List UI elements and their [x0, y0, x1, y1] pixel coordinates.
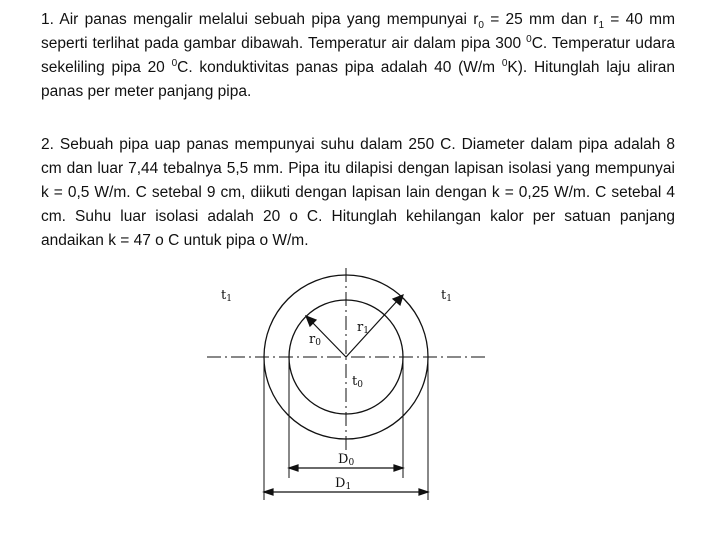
t1-left-label: t1 — [221, 288, 232, 304]
problem-1-part-b: = 25 mm dan r — [483, 11, 599, 28]
r1-label: r1 — [357, 320, 369, 336]
t1-right-label: t1 — [441, 288, 452, 304]
problem-1-part-e: C. konduktivitas panas pipa adalah 40 (W/m — [177, 59, 502, 76]
degree-superscript: 0 — [171, 57, 178, 69]
r0-label: r0 — [309, 332, 321, 348]
problem-1-part-d: C. Temperatur udara sekeliling pipa 20 — [41, 35, 675, 76]
r1-subscript: 1 — [598, 20, 605, 32]
degree-superscript: 0 — [526, 33, 532, 45]
problem-1-part-f: K). Hitunglah laju aliran panas per meter panjang pipa. — [41, 59, 675, 100]
d0-label: D0 — [338, 452, 355, 468]
t0-label: t0 — [352, 374, 363, 390]
problem-1-part-a: 1. Air panas mengalir melalui sebuah pipa yang mempunyai r — [41, 11, 479, 28]
d0-arrow-right — [394, 465, 403, 471]
problem-2-text: 2. Sebuah pipa uap panas mempunyai suhu dalam 250 C. Diameter dalam pipa adalah 8 cm dan luar 7,44 tebalnya 5,5 mm. Pipa itu dilapisi dengan lapisan isolasi yang mempunyai k = 0,5 W/m. C setebal 9 cm, diikuti dengan lapisan lain dengan k = 0,25 W/m. C setebal 4 cm. Suhu luar isolasi adalah 20 o C. Hitunglah kehilangan kalor per satuan panjang andaikan k = 47 o C untuk pipa o W/m. — [41, 136, 675, 249]
r1-radius-line — [346, 300, 398, 357]
problem-1-part-c: = 40 mm seperti terlihat pada gambar dibawah. Temperatur air dalam pipa 300 — [41, 11, 675, 52]
d0-arrow-left — [289, 465, 298, 471]
d1-label: D1 — [335, 476, 352, 492]
degree-superscript: 0 — [501, 57, 508, 69]
d1-arrow-left — [264, 489, 273, 495]
r0-subscript: 0 — [478, 20, 484, 32]
d1-arrow-right — [419, 489, 428, 495]
